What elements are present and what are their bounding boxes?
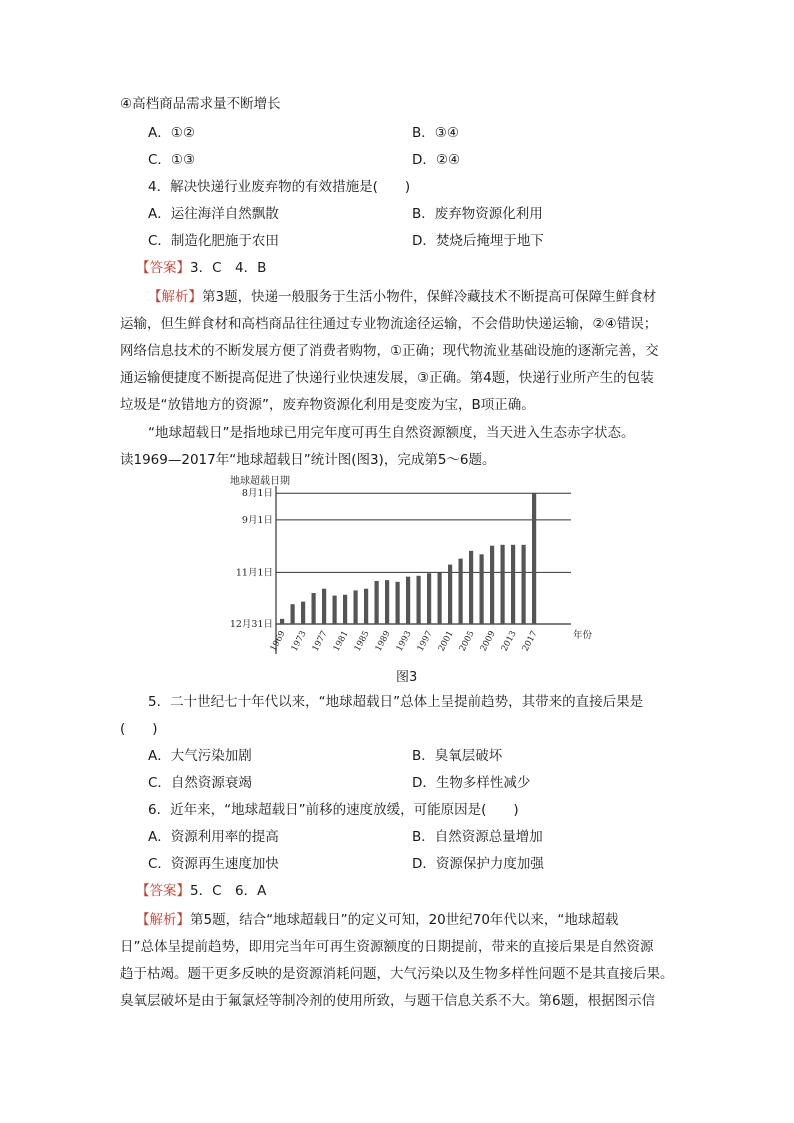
analysis-line: 第5题，结合“地球超载日”的定义可知，20世纪70年代以来，“地球超载 — [190, 912, 619, 928]
analysis-block-1 — [120, 284, 675, 419]
bar — [511, 545, 515, 624]
y-tick-label: 12月31日 — [229, 619, 273, 630]
bar — [301, 602, 305, 624]
intro-line: 读1969—2017年“地球超载日”统计图(图3)，完成第5～6题。 — [120, 452, 496, 468]
x-tick-label: 1989 — [373, 629, 393, 654]
bar — [312, 593, 316, 624]
q4-option-c: C．制造化肥施于农田 — [148, 233, 279, 249]
bar — [396, 582, 400, 624]
bar — [532, 493, 536, 624]
q4-option-b: B．废弃物资源化利用 — [412, 206, 543, 222]
x-axis-title: 年份 — [573, 630, 593, 641]
q5-option-b: B．臭氧层破坏 — [412, 748, 503, 764]
answer-block-2 — [136, 881, 266, 901]
x-tick-label: 2009 — [478, 629, 498, 654]
answer-block-1 — [136, 258, 266, 278]
q5-option-d: D．生物多样性减少 — [412, 775, 531, 791]
x-tick-label: 2005 — [457, 629, 477, 654]
x-tick-label: 2013 — [499, 629, 519, 654]
bar — [385, 580, 389, 624]
answer-tag: 【答案】 — [136, 260, 190, 276]
x-tick-label: 2001 — [436, 629, 456, 654]
analysis-line: 日”总体呈提前趋势，即用完当年可再生资源额度的日期提前，带来的直接后果是自然资源 — [120, 939, 654, 955]
bar — [364, 589, 368, 624]
q5-option-c: C．自然资源衰竭 — [148, 775, 252, 791]
question-4-stem: 4．解决快递行业废弃物的有效措施是( ) — [148, 179, 411, 195]
bar — [522, 545, 526, 624]
bar — [291, 604, 295, 624]
bar — [406, 577, 410, 624]
analysis-line: 臭氧层破坏是由于氟氯烃等制冷剂的使用所致，与题干信息关系不大。第6题，根据图示信 — [120, 993, 656, 1009]
bar — [427, 573, 431, 624]
answer-text: 3．C 4．B — [190, 260, 267, 276]
answer-text: 5．C 6．A — [190, 883, 267, 899]
analysis-line: 趋于枯竭。题干更多反映的是资源消耗问题，大气污染以及生物多样性问题不是其直接后果。 — [120, 966, 674, 982]
bar — [322, 589, 326, 624]
bar — [469, 551, 473, 624]
intro-line: “地球超载日”是指地球已用完年度可再生自然资源额度，当天进入生态赤字状态。 — [148, 425, 635, 441]
q6-option-b: B．自然资源总量增加 — [412, 829, 543, 845]
intro-block — [120, 420, 675, 474]
analysis-line: 网络信息技术的不断发展方便了消费者购物，①正确；现代物流业基础设施的逐渐完善，交 — [120, 343, 659, 359]
analysis-line: 运输，但生鲜食材和高档商品往往通过专业物流途径运输，不会借助快递运输，②④错误； — [120, 316, 658, 332]
bar — [354, 590, 358, 624]
question-5-paren: ( ) — [120, 721, 158, 737]
bar — [438, 572, 442, 624]
analysis-tag: 【解析】 — [148, 289, 202, 305]
analysis-tag: 【解析】 — [136, 912, 190, 928]
bar — [459, 559, 463, 624]
bar — [343, 595, 347, 624]
bar — [480, 554, 484, 624]
bar — [490, 546, 494, 624]
question-6-stem: 6．近年来，“地球超载日”前移的速度放缓，可能原因是( ) — [148, 802, 519, 818]
bar — [501, 545, 505, 624]
option-a: A．①② — [148, 125, 195, 141]
q4-option-d: D．焚烧后掩埋于地下 — [412, 233, 544, 249]
y-axis-title: 地球超载日期 — [230, 476, 290, 487]
bar — [448, 565, 452, 624]
q6-option-d: D．资源保护力度加强 — [412, 856, 544, 872]
chart-svg — [226, 474, 596, 664]
bar — [375, 581, 379, 624]
analysis-block-2 — [120, 907, 675, 1015]
x-tick-label: 1977 — [310, 629, 330, 654]
bar — [280, 619, 284, 624]
x-tick-label: 1985 — [352, 629, 372, 654]
q6-option-c: C．资源再生速度加快 — [148, 856, 279, 872]
q6-option-a: A．资源利用率的提高 — [148, 829, 279, 845]
bar — [417, 576, 421, 624]
question-item-4: ④高档商品需求量不断增长 — [120, 96, 281, 112]
analysis-line: 垃圾是“放错地方的资源”，废弃物资源化利用是变废为宝，B项正确。 — [120, 397, 535, 413]
x-tick-label: 1997 — [415, 629, 435, 654]
analysis-line: 第3题，快递一般服务于生活小物件，保鲜冷藏技术不断提高可保障生鲜食材 — [202, 289, 657, 305]
answer-tag: 【答案】 — [136, 883, 190, 899]
x-tick-label: 1973 — [289, 629, 309, 654]
q5-option-a: A．大气污染加剧 — [148, 748, 252, 764]
figure-caption: 图3 — [396, 670, 418, 685]
x-tick-label: 1981 — [331, 629, 351, 654]
x-tick-label: 1993 — [394, 629, 414, 654]
y-tick-label: 11月1日 — [235, 567, 273, 579]
y-tick-label: 9月1日 — [241, 514, 273, 526]
question-5-stem: 5．二十世纪七十年代以来，“地球超载日”总体上呈提前趋势，其带来的直接后果是 — [148, 694, 644, 710]
x-tick-label: 2017 — [520, 629, 540, 654]
q4-option-a: A．运往海洋自然飘散 — [148, 206, 279, 222]
option-d: D．②④ — [412, 152, 461, 168]
option-c: C．①③ — [148, 152, 196, 168]
x-tick-label: 1969 — [268, 629, 288, 654]
y-tick-label: 8月1日 — [241, 488, 273, 500]
bar — [333, 596, 337, 624]
overshoot-day-chart — [226, 474, 596, 664]
analysis-line: 通运输便捷度不断提高促进了快递行业快速发展，③正确。第4题，快递行业所产生的包装 — [120, 370, 654, 386]
option-b: B．③④ — [412, 125, 459, 141]
